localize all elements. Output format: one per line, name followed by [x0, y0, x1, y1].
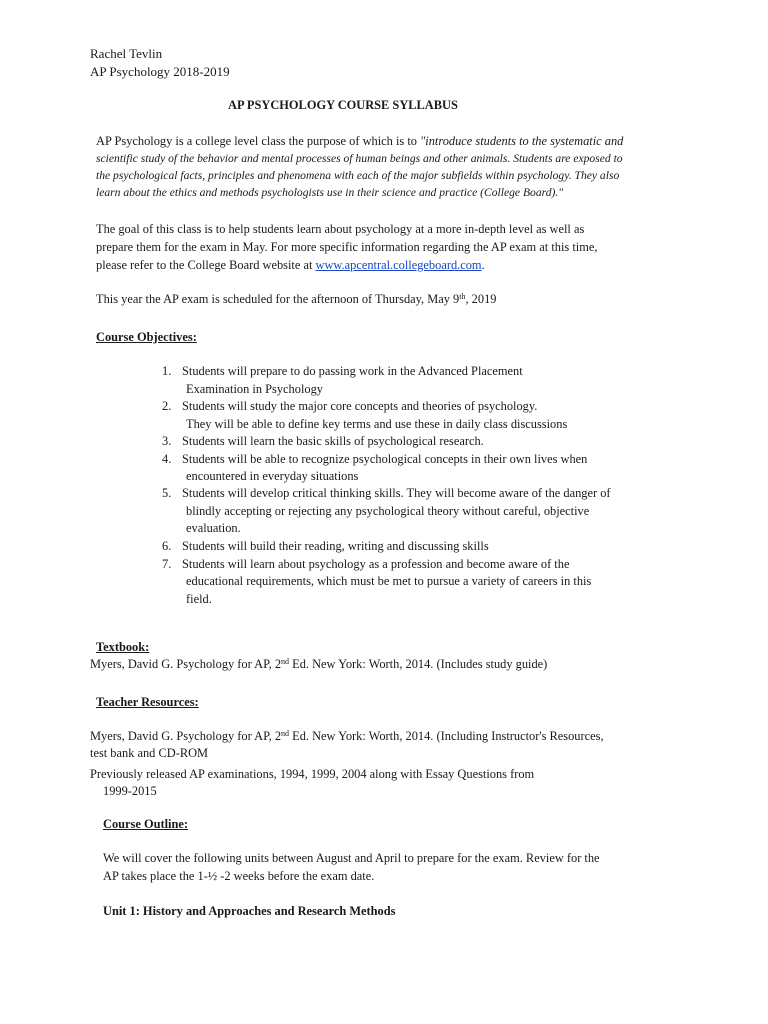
list-item-text: Students will prepare to do passing work in the Advanced Placement: [182, 364, 523, 378]
list-item-number: 4.: [162, 452, 172, 466]
list-item-text: blindly accepting or rejecting any psychological theory without careful, objective: [186, 504, 590, 518]
list-item-number: 6.: [162, 539, 172, 553]
exam-date-sup: th: [459, 292, 466, 301]
list-item-text: Students will learn the basic skills of psychological research.: [182, 434, 484, 448]
list-item-text: evaluation.: [186, 521, 241, 535]
teacher-resources-line-3: Previously released AP examinations, 1994, 1999, 2004 along with Essay Questions from: [90, 767, 535, 781]
author-name: Rachel Tevlin: [90, 46, 163, 61]
list-item-text: Students will study the major core concepts and theories of psychology.: [182, 399, 538, 413]
textbook-sup: nd: [281, 657, 290, 666]
list-item-text: Examination in Psychology: [186, 382, 323, 396]
exam-date-suffix: , 2019: [465, 292, 497, 306]
list-item-number: 3.: [162, 434, 172, 448]
exam-date-prefix: This year the AP exam is scheduled for the afternoon of Thursday, May 9: [96, 292, 460, 306]
teacher-resources-suffix: Ed. New York: Worth, 2014. (Including Instructor's Resources,: [289, 729, 604, 743]
intro-paragraph: [96, 133, 623, 151]
teacher-resources-heading: Teacher Resources:: [96, 695, 199, 709]
intro-quote-2: scientific study of the behavior and mental processes of human beings and other animals. Students are exposed to: [96, 152, 623, 165]
list-item-text: Students will be able to recognize psychological concepts in their own lives when: [182, 452, 588, 466]
course-year: AP Psychology 2018-2019: [90, 64, 230, 79]
list-item-number: 1.: [162, 364, 172, 378]
goal-line-3-prefix: please refer to the College Board website at: [96, 258, 316, 272]
intro-lead: AP Psychology is a college level class the purpose of which is to: [96, 134, 421, 148]
teacher-resources-line-4: 1999-2015: [103, 784, 157, 798]
objectives-heading: Course Objectives:: [96, 330, 197, 344]
college-board-link[interactable]: www.apcentral.collegeboard.com: [315, 258, 482, 272]
goal-line-2: prepare them for the exam in May. For more specific information regarding the AP exam at this time,: [96, 240, 598, 254]
list-item-text: educational requirements, which must be met to pursue a variety of careers in this: [186, 574, 592, 588]
list-item-text: Students will develop critical thinking skills. They will become aware of the danger of: [182, 486, 611, 500]
list-item-number: 5.: [162, 486, 172, 500]
intro-quote-4: learn about the ethics and methods psychologists use in their science and practice (College Board).": [96, 186, 564, 199]
textbook-suffix: Ed. New York: Worth, 2014. (Includes study guide): [289, 657, 548, 671]
outline-heading: Course Outline:: [103, 817, 189, 831]
page-title: AP PSYCHOLOGY COURSE SYLLABUS: [228, 98, 458, 112]
textbook-citation: [90, 656, 547, 674]
teacher-resources-sup: nd: [281, 729, 290, 738]
teacher-resources-line-2: test bank and CD-ROM: [90, 746, 209, 760]
list-item-number: 2.: [162, 399, 172, 413]
outline-line-2: AP takes place the 1-½ -2 weeks before the exam date.: [103, 869, 375, 883]
list-item-number: 7.: [162, 557, 172, 571]
goal-line-3: [96, 257, 485, 275]
list-item-text: encountered in everyday situations: [186, 469, 359, 483]
goal-line-1: The goal of this class is to help students learn about psychology at a more in-depth level as well as: [96, 222, 585, 236]
list-item-text: field.: [186, 592, 212, 606]
teacher-resources-prefix: Myers, David G. Psychology for AP, 2: [90, 729, 282, 743]
unit-1-heading: Unit 1: History and Approaches and Research Methods: [103, 904, 396, 918]
list-item-text: Students will learn about psychology as a profession and become aware of the: [182, 557, 570, 571]
intro-quote-1: "introduce students to the systematic and: [420, 134, 624, 148]
outline-line-1: We will cover the following units between August and April to prepare for the exam. Review for the: [103, 851, 600, 865]
textbook-heading: Textbook:: [96, 640, 150, 654]
exam-date: [96, 291, 496, 309]
textbook-prefix: Myers, David G. Psychology for AP, 2: [90, 657, 282, 671]
goal-line-3-suffix: .: [481, 258, 485, 272]
teacher-resources-line-1: [90, 728, 604, 746]
intro-quote-3: the psychological facts, principles and phenomena with each of the major subfields within psychology. They also: [96, 169, 620, 182]
list-item-text: Students will build their reading, writing and discussing skills: [182, 539, 489, 553]
list-item-text: They will be able to define key terms and use these in daily class discussions: [186, 417, 568, 431]
